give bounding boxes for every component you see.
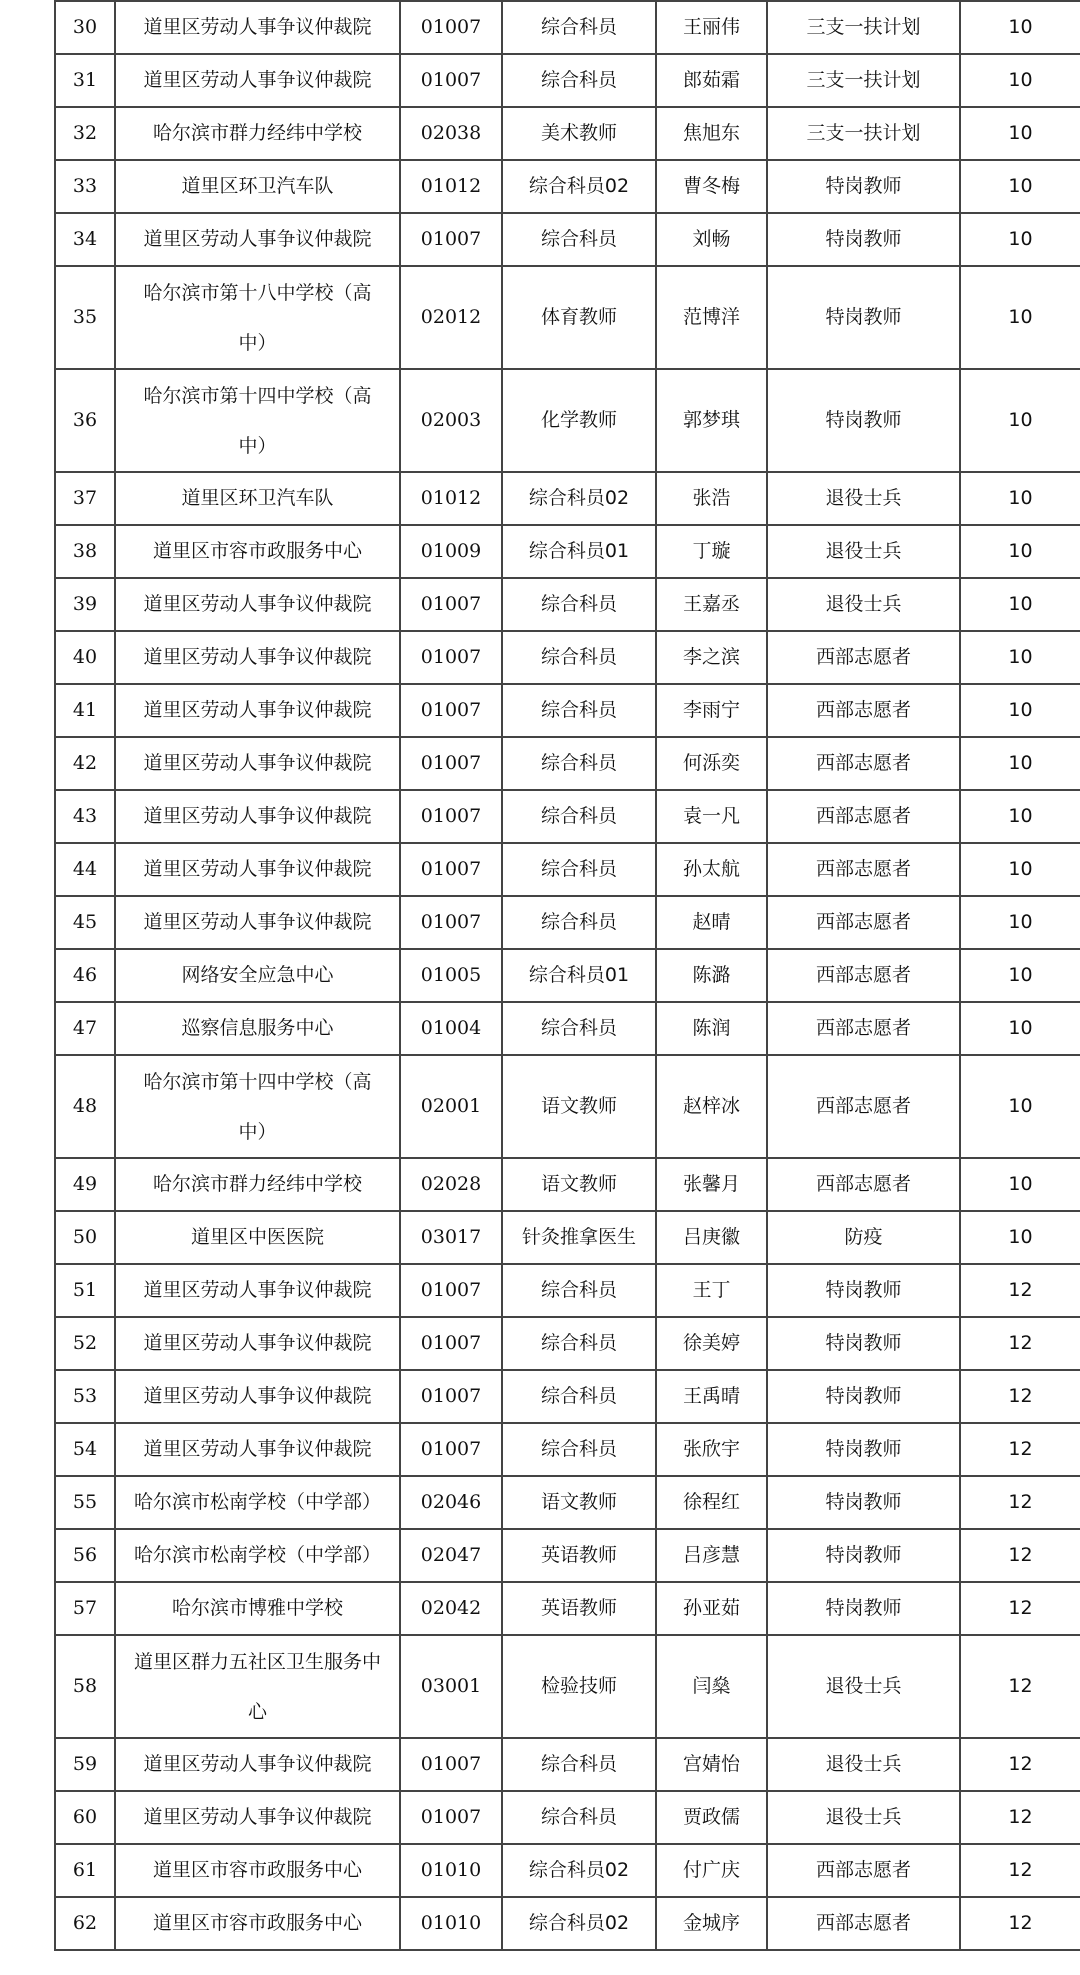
table-row (55, 1423, 1080, 1476)
cell-post: 综合科员 (502, 1002, 656, 1055)
results-table-container (54, 0, 1080, 1951)
cell-post: 化学教师 (502, 369, 656, 472)
cell-no: 41 (55, 684, 115, 737)
cell-post: 综合科员02 (502, 472, 656, 525)
cell-name: 丁璇 (656, 525, 767, 578)
cell-no: 38 (55, 525, 115, 578)
cell-code: 02038 (400, 107, 502, 160)
cell-category: 西部志愿者 (767, 896, 960, 949)
table-row (55, 1529, 1080, 1582)
cell-unit: 道里区劳动人事争议仲裁院 (115, 1317, 400, 1370)
table-row (55, 737, 1080, 790)
cell-code: 02042 (400, 1582, 502, 1635)
cell-unit: 巡察信息服务中心 (115, 1002, 400, 1055)
cell-score: 10 (960, 578, 1080, 631)
cell-score: 12 (960, 1897, 1080, 1950)
cell-unit: 道里区劳动人事争议仲裁院 (115, 684, 400, 737)
table-row (55, 1897, 1080, 1950)
cell-post: 针灸推拿医生 (502, 1211, 656, 1264)
cell-category: 西部志愿者 (767, 737, 960, 790)
cell-code: 01007 (400, 737, 502, 790)
table-row (55, 369, 1080, 472)
cell-code: 03001 (400, 1635, 502, 1738)
cell-no: 31 (55, 54, 115, 107)
table-row (55, 1317, 1080, 1370)
table-row (55, 1264, 1080, 1317)
table-row (55, 1211, 1080, 1264)
cell-no: 50 (55, 1211, 115, 1264)
cell-name: 王禹晴 (656, 1370, 767, 1423)
cell-post: 英语教师 (502, 1582, 656, 1635)
cell-post: 语文教师 (502, 1476, 656, 1529)
cell-unit: 道里区环卫汽车队 (115, 472, 400, 525)
cell-post: 综合科员 (502, 790, 656, 843)
cell-name: 孙亚茹 (656, 1582, 767, 1635)
cell-unit: 道里区群力五社区卫生服务中心 (115, 1635, 400, 1738)
cell-no: 61 (55, 1844, 115, 1897)
cell-code: 01010 (400, 1897, 502, 1950)
table-row (55, 843, 1080, 896)
table-row (55, 1002, 1080, 1055)
cell-name: 徐程红 (656, 1476, 767, 1529)
cell-name: 曹冬梅 (656, 160, 767, 213)
cell-name: 宫婧怡 (656, 1738, 767, 1791)
cell-code: 01007 (400, 843, 502, 896)
cell-no: 32 (55, 107, 115, 160)
cell-name: 王丽伟 (656, 1, 767, 54)
cell-category: 三支一扶计划 (767, 107, 960, 160)
cell-score: 10 (960, 790, 1080, 843)
cell-score: 12 (960, 1317, 1080, 1370)
cell-category: 西部志愿者 (767, 1158, 960, 1211)
cell-no: 40 (55, 631, 115, 684)
cell-no: 55 (55, 1476, 115, 1529)
cell-unit: 道里区环卫汽车队 (115, 160, 400, 213)
cell-post: 综合科员 (502, 578, 656, 631)
cell-name: 焦旭东 (656, 107, 767, 160)
cell-unit: 哈尔滨市第十四中学校（高中） (115, 369, 400, 472)
cell-category: 特岗教师 (767, 1582, 960, 1635)
cell-no: 39 (55, 578, 115, 631)
cell-post: 综合科员01 (502, 949, 656, 1002)
cell-post: 体育教师 (502, 266, 656, 369)
table-row (55, 949, 1080, 1002)
cell-name: 李雨宁 (656, 684, 767, 737)
cell-category: 西部志愿者 (767, 1002, 960, 1055)
cell-name: 王丁 (656, 1264, 767, 1317)
cell-category: 特岗教师 (767, 1423, 960, 1476)
cell-no: 48 (55, 1055, 115, 1158)
cell-no: 56 (55, 1529, 115, 1582)
cell-unit: 哈尔滨市第十四中学校（高中） (115, 1055, 400, 1158)
cell-no: 43 (55, 790, 115, 843)
cell-score: 12 (960, 1476, 1080, 1529)
cell-unit: 道里区劳动人事争议仲裁院 (115, 1, 400, 54)
table-row (55, 1635, 1080, 1738)
cell-unit: 哈尔滨市第十八中学校（高中） (115, 266, 400, 369)
cell-code: 02047 (400, 1529, 502, 1582)
cell-category: 西部志愿者 (767, 1897, 960, 1950)
cell-no: 62 (55, 1897, 115, 1950)
table-row (55, 107, 1080, 160)
cell-category: 西部志愿者 (767, 843, 960, 896)
cell-code: 01007 (400, 790, 502, 843)
cell-unit: 哈尔滨市博雅中学校 (115, 1582, 400, 1635)
cell-category: 特岗教师 (767, 1476, 960, 1529)
cell-name: 孙太航 (656, 843, 767, 896)
table-row (55, 213, 1080, 266)
cell-score: 10 (960, 1055, 1080, 1158)
cell-unit: 道里区劳动人事争议仲裁院 (115, 737, 400, 790)
cell-no: 58 (55, 1635, 115, 1738)
cell-unit: 道里区市容市政服务中心 (115, 1897, 400, 1950)
cell-no: 42 (55, 737, 115, 790)
cell-code: 01010 (400, 1844, 502, 1897)
cell-code: 02028 (400, 1158, 502, 1211)
cell-code: 01007 (400, 684, 502, 737)
cell-score: 12 (960, 1423, 1080, 1476)
cell-unit: 道里区劳动人事争议仲裁院 (115, 1791, 400, 1844)
cell-score: 10 (960, 1002, 1080, 1055)
cell-code: 01012 (400, 160, 502, 213)
cell-no: 35 (55, 266, 115, 369)
cell-post: 综合科员 (502, 1317, 656, 1370)
cell-no: 36 (55, 369, 115, 472)
table-row (55, 1, 1080, 54)
cell-unit: 道里区劳动人事争议仲裁院 (115, 213, 400, 266)
cell-unit: 道里区劳动人事争议仲裁院 (115, 843, 400, 896)
cell-code: 01007 (400, 54, 502, 107)
cell-category: 特岗教师 (767, 1370, 960, 1423)
cell-score: 12 (960, 1738, 1080, 1791)
cell-post: 综合科员 (502, 1423, 656, 1476)
cell-category: 西部志愿者 (767, 790, 960, 843)
cell-no: 33 (55, 160, 115, 213)
cell-category: 特岗教师 (767, 1264, 960, 1317)
cell-name: 陈润 (656, 1002, 767, 1055)
cell-post: 综合科员 (502, 684, 656, 737)
cell-score: 12 (960, 1635, 1080, 1738)
table-row (55, 1476, 1080, 1529)
cell-no: 59 (55, 1738, 115, 1791)
cell-no: 44 (55, 843, 115, 896)
cell-unit: 道里区劳动人事争议仲裁院 (115, 1423, 400, 1476)
cell-category: 西部志愿者 (767, 949, 960, 1002)
table-row (55, 1738, 1080, 1791)
cell-score: 10 (960, 843, 1080, 896)
cell-no: 54 (55, 1423, 115, 1476)
cell-unit: 道里区劳动人事争议仲裁院 (115, 54, 400, 107)
cell-category: 三支一扶计划 (767, 54, 960, 107)
cell-code: 01007 (400, 1370, 502, 1423)
cell-code: 01007 (400, 1, 502, 54)
cell-unit: 道里区市容市政服务中心 (115, 525, 400, 578)
cell-code: 02012 (400, 266, 502, 369)
cell-unit: 网络安全应急中心 (115, 949, 400, 1002)
cell-post: 综合科员01 (502, 525, 656, 578)
cell-score: 12 (960, 1582, 1080, 1635)
cell-category: 特岗教师 (767, 1317, 960, 1370)
cell-unit: 哈尔滨市群力经纬中学校 (115, 107, 400, 160)
cell-score: 12 (960, 1264, 1080, 1317)
cell-category: 特岗教师 (767, 369, 960, 472)
cell-score: 10 (960, 1211, 1080, 1264)
cell-code: 03017 (400, 1211, 502, 1264)
cell-no: 51 (55, 1264, 115, 1317)
cell-category: 退役士兵 (767, 1738, 960, 1791)
cell-unit: 哈尔滨市松南学校（中学部） (115, 1529, 400, 1582)
cell-unit: 道里区市容市政服务中心 (115, 1844, 400, 1897)
cell-score: 10 (960, 213, 1080, 266)
cell-name: 赵晴 (656, 896, 767, 949)
cell-post: 综合科员 (502, 1738, 656, 1791)
cell-name: 吕庚徽 (656, 1211, 767, 1264)
cell-post: 语文教师 (502, 1158, 656, 1211)
cell-unit: 道里区劳动人事争议仲裁院 (115, 631, 400, 684)
cell-category: 退役士兵 (767, 472, 960, 525)
cell-score: 12 (960, 1529, 1080, 1582)
cell-name: 刘畅 (656, 213, 767, 266)
cell-code: 02001 (400, 1055, 502, 1158)
cell-name: 贾政儒 (656, 1791, 767, 1844)
table-row (55, 1055, 1080, 1158)
cell-category: 三支一扶计划 (767, 1, 960, 54)
table-row (55, 790, 1080, 843)
cell-code: 01007 (400, 213, 502, 266)
cell-code: 01012 (400, 472, 502, 525)
cell-no: 46 (55, 949, 115, 1002)
cell-code: 01007 (400, 1423, 502, 1476)
cell-post: 综合科员 (502, 1791, 656, 1844)
cell-score: 10 (960, 1, 1080, 54)
cell-no: 52 (55, 1317, 115, 1370)
table-row (55, 896, 1080, 949)
cell-category: 西部志愿者 (767, 631, 960, 684)
cell-score: 10 (960, 631, 1080, 684)
cell-no: 34 (55, 213, 115, 266)
cell-name: 袁一凡 (656, 790, 767, 843)
cell-no: 47 (55, 1002, 115, 1055)
cell-post: 综合科员 (502, 631, 656, 684)
cell-code: 01005 (400, 949, 502, 1002)
cell-unit: 哈尔滨市松南学校（中学部） (115, 1476, 400, 1529)
cell-post: 综合科员 (502, 1264, 656, 1317)
cell-no: 53 (55, 1370, 115, 1423)
cell-category: 特岗教师 (767, 160, 960, 213)
cell-post: 综合科员 (502, 54, 656, 107)
cell-category: 西部志愿者 (767, 684, 960, 737)
cell-unit: 道里区劳动人事争议仲裁院 (115, 790, 400, 843)
cell-name: 郎茹霜 (656, 54, 767, 107)
cell-code: 01007 (400, 578, 502, 631)
cell-name: 陈潞 (656, 949, 767, 1002)
table-row (55, 525, 1080, 578)
cell-code: 01007 (400, 1317, 502, 1370)
cell-post: 综合科员 (502, 1370, 656, 1423)
cell-category: 特岗教师 (767, 266, 960, 369)
table-row (55, 1370, 1080, 1423)
cell-name: 吕彦慧 (656, 1529, 767, 1582)
table-row (55, 472, 1080, 525)
cell-code: 02046 (400, 1476, 502, 1529)
cell-no: 30 (55, 1, 115, 54)
table-row (55, 1844, 1080, 1897)
cell-score: 10 (960, 160, 1080, 213)
cell-category: 西部志愿者 (767, 1844, 960, 1897)
cell-unit: 道里区劳动人事争议仲裁院 (115, 896, 400, 949)
cell-code: 01007 (400, 1264, 502, 1317)
cell-code: 01007 (400, 1738, 502, 1791)
cell-name: 闫燊 (656, 1635, 767, 1738)
cell-score: 10 (960, 949, 1080, 1002)
table-row (55, 266, 1080, 369)
cell-score: 12 (960, 1370, 1080, 1423)
cell-post: 综合科员 (502, 843, 656, 896)
cell-category: 特岗教师 (767, 1529, 960, 1582)
cell-post: 综合科员 (502, 737, 656, 790)
table-row (55, 684, 1080, 737)
table-row (55, 1582, 1080, 1635)
results-table (54, 0, 1080, 1951)
cell-name: 李之滨 (656, 631, 767, 684)
cell-post: 语文教师 (502, 1055, 656, 1158)
cell-unit: 道里区劳动人事争议仲裁院 (115, 578, 400, 631)
cell-code: 01009 (400, 525, 502, 578)
cell-name: 何泺奕 (656, 737, 767, 790)
cell-no: 49 (55, 1158, 115, 1211)
cell-code: 02003 (400, 369, 502, 472)
cell-post: 综合科员 (502, 1, 656, 54)
cell-name: 张浩 (656, 472, 767, 525)
cell-no: 45 (55, 896, 115, 949)
cell-category: 退役士兵 (767, 525, 960, 578)
cell-post: 综合科员 (502, 896, 656, 949)
table-row (55, 1791, 1080, 1844)
cell-post: 英语教师 (502, 1529, 656, 1582)
cell-score: 12 (960, 1844, 1080, 1897)
table-row (55, 631, 1080, 684)
cell-score: 10 (960, 107, 1080, 160)
cell-score: 10 (960, 266, 1080, 369)
cell-no: 60 (55, 1791, 115, 1844)
cell-post: 综合科员02 (502, 1844, 656, 1897)
cell-post: 美术教师 (502, 107, 656, 160)
cell-code: 01007 (400, 896, 502, 949)
cell-category: 防疫 (767, 1211, 960, 1264)
cell-category: 西部志愿者 (767, 1055, 960, 1158)
cell-name: 范博洋 (656, 266, 767, 369)
cell-category: 退役士兵 (767, 1635, 960, 1738)
cell-name: 张馨月 (656, 1158, 767, 1211)
cell-score: 10 (960, 684, 1080, 737)
results-table-body (55, 1, 1080, 1950)
cell-code: 01007 (400, 1791, 502, 1844)
cell-score: 10 (960, 525, 1080, 578)
cell-name: 付广庆 (656, 1844, 767, 1897)
cell-name: 徐美婷 (656, 1317, 767, 1370)
table-row (55, 578, 1080, 631)
cell-no: 57 (55, 1582, 115, 1635)
cell-code: 01007 (400, 631, 502, 684)
cell-unit: 哈尔滨市群力经纬中学校 (115, 1158, 400, 1211)
cell-category: 特岗教师 (767, 213, 960, 266)
cell-score: 10 (960, 737, 1080, 790)
cell-unit: 道里区中医医院 (115, 1211, 400, 1264)
cell-post: 综合科员02 (502, 160, 656, 213)
cell-category: 退役士兵 (767, 1791, 960, 1844)
cell-name: 王嘉丞 (656, 578, 767, 631)
cell-unit: 道里区劳动人事争议仲裁院 (115, 1738, 400, 1791)
cell-code: 01004 (400, 1002, 502, 1055)
cell-score: 10 (960, 369, 1080, 472)
table-row (55, 160, 1080, 213)
table-row (55, 54, 1080, 107)
cell-post: 综合科员 (502, 213, 656, 266)
cell-score: 12 (960, 1791, 1080, 1844)
cell-post: 检验技师 (502, 1635, 656, 1738)
cell-name: 张欣宇 (656, 1423, 767, 1476)
cell-score: 10 (960, 1158, 1080, 1211)
cell-score: 10 (960, 896, 1080, 949)
cell-name: 赵梓冰 (656, 1055, 767, 1158)
cell-score: 10 (960, 472, 1080, 525)
cell-score: 10 (960, 54, 1080, 107)
cell-unit: 道里区劳动人事争议仲裁院 (115, 1264, 400, 1317)
cell-no: 37 (55, 472, 115, 525)
cell-post: 综合科员02 (502, 1897, 656, 1950)
table-row (55, 1158, 1080, 1211)
cell-category: 退役士兵 (767, 578, 960, 631)
cell-name: 郭梦琪 (656, 369, 767, 472)
cell-name: 金城序 (656, 1897, 767, 1950)
cell-unit: 道里区劳动人事争议仲裁院 (115, 1370, 400, 1423)
